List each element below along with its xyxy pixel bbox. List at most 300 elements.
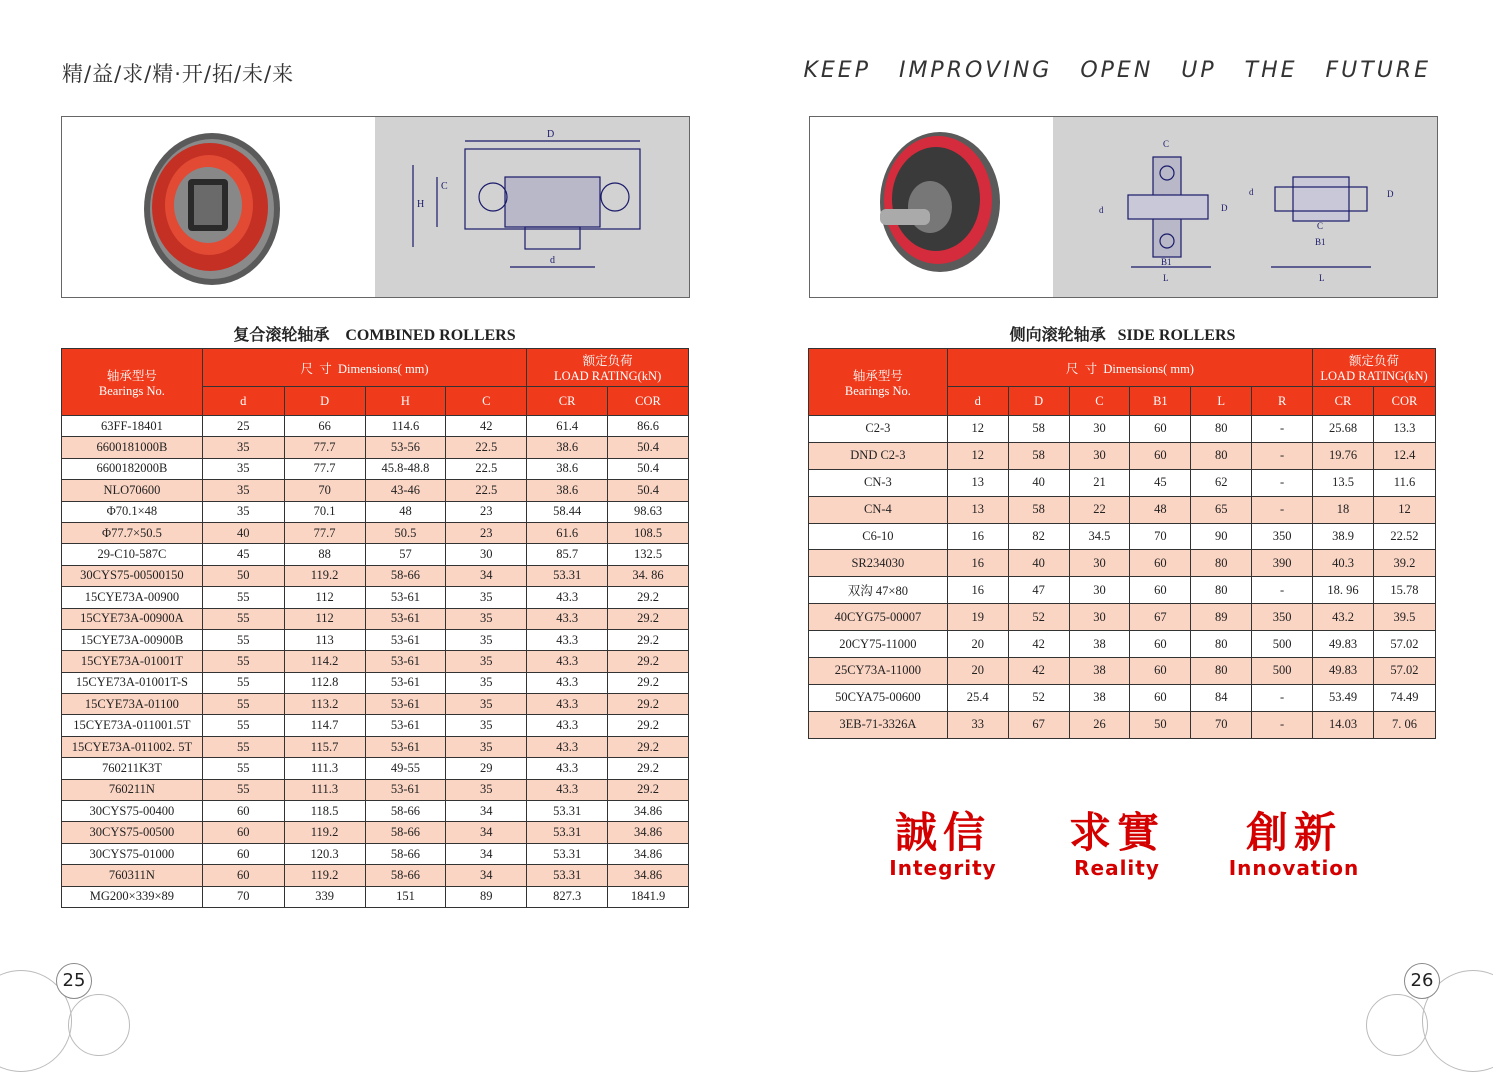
bearing-model-cell: 15CYE73A-00900A bbox=[62, 608, 203, 629]
value-cell: 118.5 bbox=[284, 801, 365, 822]
value-cell: 30 bbox=[1069, 442, 1130, 469]
value-cell: 55 bbox=[202, 672, 284, 693]
value-cell: 19.76 bbox=[1313, 442, 1374, 469]
side-model-header-en: Bearings No. bbox=[844, 383, 911, 398]
value-cell: 30 bbox=[1069, 604, 1130, 631]
value-cell: 350 bbox=[1252, 523, 1313, 550]
motto-innovation bbox=[1226, 800, 1362, 880]
table-row bbox=[809, 604, 1436, 631]
table-row bbox=[62, 416, 689, 437]
value-cell: 60 bbox=[202, 801, 284, 822]
dim-label-side2-B1: B1 bbox=[1315, 237, 1326, 247]
value-cell: 53.31 bbox=[527, 843, 608, 864]
value-cell: 34. 86 bbox=[608, 565, 689, 586]
value-cell: 67 bbox=[1130, 604, 1191, 631]
value-cell: 55 bbox=[202, 779, 284, 800]
bearing-model-cell: 40CYG75-00007 bbox=[809, 604, 948, 631]
value-cell: 80 bbox=[1191, 577, 1252, 604]
bearing-model-cell: Φ77.7×50.5 bbox=[62, 522, 203, 543]
value-cell: - bbox=[1252, 496, 1313, 523]
value-cell: 70 bbox=[1130, 523, 1191, 550]
value-cell: 34 bbox=[446, 565, 527, 586]
value-cell: 80 bbox=[1191, 550, 1252, 577]
value-cell: 29.2 bbox=[608, 608, 689, 629]
combined-roller-figure bbox=[61, 116, 690, 298]
side-roller-figure bbox=[809, 116, 1438, 298]
value-cell: 14.03 bbox=[1313, 711, 1374, 738]
left-col-header-4: CR bbox=[527, 387, 608, 416]
value-cell: 53-61 bbox=[365, 779, 446, 800]
bearing-model-cell: NLO70600 bbox=[62, 480, 203, 501]
model-header bbox=[62, 349, 203, 416]
table-row bbox=[809, 550, 1436, 577]
table-row bbox=[809, 658, 1436, 685]
table-row bbox=[62, 865, 689, 886]
value-cell: 119.2 bbox=[284, 565, 365, 586]
value-cell: 40.3 bbox=[1313, 550, 1374, 577]
value-cell: 62 bbox=[1191, 469, 1252, 496]
value-cell: 112.8 bbox=[284, 672, 365, 693]
value-cell: 114.2 bbox=[284, 651, 365, 672]
value-cell: 13.3 bbox=[1373, 416, 1435, 443]
value-cell: 38.6 bbox=[527, 437, 608, 458]
motto-innovation-en: Innovation bbox=[1228, 856, 1360, 880]
bearing-model-cell: C6-10 bbox=[809, 523, 948, 550]
value-cell: 57.02 bbox=[1373, 631, 1435, 658]
value-cell: 53-61 bbox=[365, 651, 446, 672]
table-row bbox=[809, 416, 1436, 443]
value-cell: 108.5 bbox=[608, 522, 689, 543]
right-col-header-4: L bbox=[1191, 387, 1252, 416]
table-row bbox=[809, 711, 1436, 738]
right-col-header-5: R bbox=[1252, 387, 1313, 416]
value-cell: 88 bbox=[284, 544, 365, 565]
value-cell: 16 bbox=[947, 523, 1008, 550]
value-cell: 1841.9 bbox=[608, 886, 689, 907]
value-cell: 53-61 bbox=[365, 715, 446, 736]
value-cell: 35 bbox=[202, 480, 284, 501]
load-header-en: LOAD RATING(kN) bbox=[553, 369, 662, 383]
bearing-model-cell: MG200×339×89 bbox=[62, 886, 203, 907]
dim-label-side-C: C bbox=[1163, 139, 1170, 149]
value-cell: 12 bbox=[947, 416, 1008, 443]
value-cell: 23 bbox=[446, 522, 527, 543]
value-cell: 80 bbox=[1191, 631, 1252, 658]
value-cell: 827.3 bbox=[527, 886, 608, 907]
value-cell: 58-66 bbox=[365, 565, 446, 586]
value-cell: 70 bbox=[1191, 711, 1252, 738]
bearing-model-cell: 3EB-71-3326A bbox=[809, 711, 948, 738]
value-cell: 339 bbox=[284, 886, 365, 907]
table-row bbox=[62, 779, 689, 800]
value-cell: 61.4 bbox=[527, 416, 608, 437]
value-cell: 60 bbox=[1130, 416, 1191, 443]
value-cell: 89 bbox=[1191, 604, 1252, 631]
side-model-header bbox=[809, 349, 948, 416]
value-cell: 60 bbox=[202, 822, 284, 843]
value-cell: 22.5 bbox=[446, 480, 527, 501]
value-cell: 43.2 bbox=[1313, 604, 1374, 631]
side-dimensions-header: 尺 寸 Dimensions( mm) bbox=[947, 349, 1312, 387]
value-cell: 89 bbox=[446, 886, 527, 907]
value-cell: 30 bbox=[1069, 577, 1130, 604]
value-cell: 111.3 bbox=[284, 758, 365, 779]
value-cell: 111.3 bbox=[284, 779, 365, 800]
motto-integrity-en: Integrity bbox=[889, 856, 997, 880]
value-cell: 53-56 bbox=[365, 437, 446, 458]
value-cell: 500 bbox=[1252, 658, 1313, 685]
value-cell: 55 bbox=[202, 608, 284, 629]
value-cell: 38.9 bbox=[1313, 523, 1374, 550]
dim-label-side2-L: L bbox=[1319, 273, 1325, 283]
bearing-model-cell: 15CYE73A-01001T bbox=[62, 651, 203, 672]
value-cell: 49.83 bbox=[1313, 658, 1374, 685]
value-cell: 34 bbox=[446, 843, 527, 864]
value-cell: 80 bbox=[1191, 416, 1252, 443]
value-cell: 60 bbox=[1130, 550, 1191, 577]
bearing-model-cell: 20CY75-11000 bbox=[809, 631, 948, 658]
bearing-model-cell: SR234030 bbox=[809, 550, 948, 577]
value-cell: 53.31 bbox=[527, 865, 608, 886]
value-cell: 30 bbox=[446, 544, 527, 565]
value-cell: 58-66 bbox=[365, 843, 446, 864]
value-cell: 58.44 bbox=[527, 501, 608, 522]
dim-label-side2-D: D bbox=[1387, 189, 1394, 199]
left-col-header-0: d bbox=[202, 387, 284, 416]
decorative-circle bbox=[68, 994, 130, 1056]
dim-label-side-L: L bbox=[1163, 273, 1169, 283]
value-cell: 60 bbox=[1130, 577, 1191, 604]
value-cell: 34.86 bbox=[608, 865, 689, 886]
value-cell: 35 bbox=[446, 779, 527, 800]
value-cell: 49-55 bbox=[365, 758, 446, 779]
value-cell: 34.86 bbox=[608, 801, 689, 822]
value-cell: 53-61 bbox=[365, 694, 446, 715]
load-header-cn: 额定负荷 bbox=[582, 354, 633, 368]
combined-roller-drawing bbox=[375, 117, 689, 297]
value-cell: 390 bbox=[1252, 550, 1313, 577]
value-cell: 38 bbox=[1069, 631, 1130, 658]
value-cell: 35 bbox=[446, 608, 527, 629]
value-cell: 58-66 bbox=[365, 822, 446, 843]
value-cell: 25.68 bbox=[1313, 416, 1374, 443]
model-header-en: Bearings No. bbox=[98, 383, 165, 398]
value-cell: 50 bbox=[202, 565, 284, 586]
value-cell: 52 bbox=[1008, 604, 1069, 631]
value-cell: 34 bbox=[446, 865, 527, 886]
value-cell: 42 bbox=[1008, 631, 1069, 658]
table-row bbox=[62, 458, 689, 479]
value-cell: 58 bbox=[1008, 496, 1069, 523]
value-cell: 42 bbox=[446, 416, 527, 437]
right-col-header-1: D bbox=[1008, 387, 1069, 416]
value-cell: 350 bbox=[1252, 604, 1313, 631]
slogan-en: KEEP IMPROVING OPEN UP THE FUTURE bbox=[803, 58, 1431, 83]
value-cell: 45 bbox=[202, 544, 284, 565]
value-cell: 42 bbox=[1008, 658, 1069, 685]
left-col-header-1: D bbox=[284, 387, 365, 416]
bearing-model-cell: 63FF-18401 bbox=[62, 416, 203, 437]
value-cell: 53-61 bbox=[365, 629, 446, 650]
bearing-model-cell: C2-3 bbox=[809, 416, 948, 443]
bearing-model-cell: CN-3 bbox=[809, 469, 948, 496]
bearing-model-cell: 760211N bbox=[62, 779, 203, 800]
value-cell: - bbox=[1252, 577, 1313, 604]
value-cell: 16 bbox=[947, 577, 1008, 604]
value-cell: 58 bbox=[1008, 416, 1069, 443]
right-col-header-2: C bbox=[1069, 387, 1130, 416]
side-model-header-cn: 轴承型号 bbox=[852, 368, 903, 383]
bearing-model-cell: 30CYS75-00400 bbox=[62, 801, 203, 822]
value-cell: 67 bbox=[1008, 711, 1069, 738]
right-col-header-3: B1 bbox=[1130, 387, 1191, 416]
value-cell: 16 bbox=[947, 550, 1008, 577]
value-cell: 74.49 bbox=[1373, 684, 1435, 711]
table-row bbox=[62, 629, 689, 650]
value-cell: 45.8-48.8 bbox=[365, 458, 446, 479]
bearing-model-cell: 29-C10-587C bbox=[62, 544, 203, 565]
bearing-model-cell: 25CY73A-11000 bbox=[809, 658, 948, 685]
value-cell: 13.5 bbox=[1313, 469, 1374, 496]
bearing-model-cell: 30CYS75-00500 bbox=[62, 822, 203, 843]
table-row bbox=[62, 758, 689, 779]
value-cell: 40 bbox=[1008, 550, 1069, 577]
side-rollers-title: 侧向滚轮轴承 SIDE ROLLERS bbox=[1009, 327, 1236, 344]
value-cell: 29.2 bbox=[608, 694, 689, 715]
value-cell: 12 bbox=[1373, 496, 1435, 523]
bearing-model-cell: 15CYE73A-00900 bbox=[62, 587, 203, 608]
value-cell: 29.2 bbox=[608, 715, 689, 736]
value-cell: 25.4 bbox=[947, 684, 1008, 711]
value-cell: 55 bbox=[202, 629, 284, 650]
combined-roller-photo bbox=[62, 117, 375, 297]
value-cell: 43.3 bbox=[527, 779, 608, 800]
table-row bbox=[62, 801, 689, 822]
value-cell: 34.5 bbox=[1069, 523, 1130, 550]
dim-label-side-D: D bbox=[1221, 203, 1228, 213]
value-cell: 50 bbox=[1130, 711, 1191, 738]
left-col-header-5: COR bbox=[608, 387, 689, 416]
table-row bbox=[62, 587, 689, 608]
bearing-model-cell: 6600182000B bbox=[62, 458, 203, 479]
table-row bbox=[809, 523, 1436, 550]
table-row bbox=[62, 651, 689, 672]
value-cell: 29.2 bbox=[608, 672, 689, 693]
value-cell: 55 bbox=[202, 758, 284, 779]
right-col-header-6: CR bbox=[1313, 387, 1374, 416]
table-row bbox=[809, 577, 1436, 604]
table-row bbox=[62, 544, 689, 565]
value-cell: 25 bbox=[202, 416, 284, 437]
value-cell: 40 bbox=[202, 522, 284, 543]
value-cell: 38 bbox=[1069, 684, 1130, 711]
model-header-cn: 轴承型号 bbox=[106, 368, 157, 383]
value-cell: 12.4 bbox=[1373, 442, 1435, 469]
bearing-model-cell: 30CYS75-00500150 bbox=[62, 565, 203, 586]
value-cell: 90 bbox=[1191, 523, 1252, 550]
combined-rollers-table bbox=[61, 348, 689, 908]
table-row bbox=[62, 736, 689, 757]
value-cell: 12 bbox=[947, 442, 1008, 469]
value-cell: - bbox=[1252, 442, 1313, 469]
side-rollers-table bbox=[808, 348, 1436, 739]
value-cell: 57 bbox=[365, 544, 446, 565]
dim-label-D: D bbox=[547, 129, 555, 140]
value-cell: 53.31 bbox=[527, 801, 608, 822]
bearing-model-cell: 30CYS75-01000 bbox=[62, 843, 203, 864]
value-cell: 60 bbox=[1130, 442, 1191, 469]
value-cell: 55 bbox=[202, 651, 284, 672]
table-row bbox=[62, 886, 689, 907]
value-cell: 22 bbox=[1069, 496, 1130, 523]
value-cell: 500 bbox=[1252, 631, 1313, 658]
value-cell: 11.6 bbox=[1373, 469, 1435, 496]
load-rating-header bbox=[527, 349, 689, 387]
value-cell: 77.7 bbox=[284, 458, 365, 479]
value-cell: 43.3 bbox=[527, 736, 608, 757]
value-cell: 48 bbox=[365, 501, 446, 522]
value-cell: 55 bbox=[202, 736, 284, 757]
value-cell: 39.2 bbox=[1373, 550, 1435, 577]
value-cell: 29 bbox=[446, 758, 527, 779]
value-cell: 15.78 bbox=[1373, 577, 1435, 604]
side-roller-drawing bbox=[1053, 117, 1437, 297]
table-row bbox=[809, 684, 1436, 711]
bearing-model-cell: 15CYE73A-00900B bbox=[62, 629, 203, 650]
value-cell: 58-66 bbox=[365, 801, 446, 822]
value-cell: 53-61 bbox=[365, 736, 446, 757]
side-roller-photo bbox=[810, 117, 1053, 297]
value-cell: 22.5 bbox=[446, 437, 527, 458]
combined-rollers-title: 复合滚轮轴承 COMBINED ROLLERS bbox=[233, 327, 516, 344]
dim-label-H: H bbox=[417, 199, 425, 210]
left-col-header-2: H bbox=[365, 387, 446, 416]
value-cell: 43.3 bbox=[527, 629, 608, 650]
motto-reality-cn: 求實 bbox=[1068, 808, 1165, 857]
value-cell: 38.6 bbox=[527, 458, 608, 479]
value-cell: 29.2 bbox=[608, 651, 689, 672]
value-cell: 132.5 bbox=[608, 544, 689, 565]
value-cell: 29.2 bbox=[608, 736, 689, 757]
bearing-model-cell: 50CYA75-00600 bbox=[809, 684, 948, 711]
value-cell: 60 bbox=[1130, 631, 1191, 658]
value-cell: 22.5 bbox=[446, 458, 527, 479]
value-cell: 19 bbox=[947, 604, 1008, 631]
table-row bbox=[809, 442, 1436, 469]
value-cell: 35 bbox=[446, 736, 527, 757]
value-cell: 115.7 bbox=[284, 736, 365, 757]
table-row bbox=[62, 565, 689, 586]
value-cell: 43.3 bbox=[527, 715, 608, 736]
value-cell: 70.1 bbox=[284, 501, 365, 522]
dimensions-header: 尺 寸 Dimensions( mm) bbox=[202, 349, 526, 387]
table-row bbox=[62, 822, 689, 843]
value-cell: 39.5 bbox=[1373, 604, 1435, 631]
value-cell: 33 bbox=[947, 711, 1008, 738]
value-cell: 20 bbox=[947, 631, 1008, 658]
value-cell: 151 bbox=[365, 886, 446, 907]
motto-integrity-cn: 誠信 bbox=[894, 808, 991, 857]
value-cell: 77.7 bbox=[284, 437, 365, 458]
table-row bbox=[62, 437, 689, 458]
table-row bbox=[62, 672, 689, 693]
dim-label-side2-C: C bbox=[1317, 221, 1324, 231]
table-row bbox=[62, 608, 689, 629]
right-col-header-0: d bbox=[947, 387, 1008, 416]
bearing-model-cell: 15CYE73A-01001T-S bbox=[62, 672, 203, 693]
value-cell: - bbox=[1252, 711, 1313, 738]
value-cell: 53-61 bbox=[365, 672, 446, 693]
value-cell: 43.3 bbox=[527, 587, 608, 608]
value-cell: 65 bbox=[1191, 496, 1252, 523]
value-cell: 113 bbox=[284, 629, 365, 650]
dim-label-side-B1: B1 bbox=[1161, 257, 1172, 267]
value-cell: 70 bbox=[284, 480, 365, 501]
value-cell: 114.6 bbox=[365, 416, 446, 437]
table-row bbox=[809, 496, 1436, 523]
value-cell: - bbox=[1252, 469, 1313, 496]
table-row bbox=[62, 522, 689, 543]
dim-label-d: d bbox=[550, 255, 555, 266]
value-cell: 50.5 bbox=[365, 522, 446, 543]
table-row bbox=[62, 843, 689, 864]
decorative-circle bbox=[1366, 994, 1428, 1056]
value-cell: 60 bbox=[202, 843, 284, 864]
value-cell: 77.7 bbox=[284, 522, 365, 543]
value-cell: 34 bbox=[446, 822, 527, 843]
dim-label-side2-d: d bbox=[1249, 187, 1254, 197]
value-cell: 23 bbox=[446, 501, 527, 522]
value-cell: 34.86 bbox=[608, 822, 689, 843]
bearing-model-cell: 760311N bbox=[62, 865, 203, 886]
value-cell: 35 bbox=[446, 694, 527, 715]
value-cell: 119.2 bbox=[284, 865, 365, 886]
value-cell: 53.31 bbox=[527, 565, 608, 586]
value-cell: 34.86 bbox=[608, 843, 689, 864]
value-cell: 35 bbox=[446, 651, 527, 672]
table-row bbox=[809, 631, 1436, 658]
value-cell: 82 bbox=[1008, 523, 1069, 550]
bearing-model-cell: 760211K3T bbox=[62, 758, 203, 779]
value-cell: 80 bbox=[1191, 442, 1252, 469]
table-row bbox=[62, 480, 689, 501]
value-cell: 55 bbox=[202, 694, 284, 715]
left-col-header-3: C bbox=[446, 387, 527, 416]
value-cell: 13 bbox=[947, 469, 1008, 496]
value-cell: 38.6 bbox=[527, 480, 608, 501]
value-cell: 53.49 bbox=[1313, 684, 1374, 711]
value-cell: 112 bbox=[284, 608, 365, 629]
slogan-cn: 精/益/求/精·开/拓/未/来 bbox=[62, 62, 295, 86]
motto-innovation-cn: 創新 bbox=[1245, 808, 1342, 857]
dim-label-C: C bbox=[441, 181, 448, 192]
value-cell: 113.2 bbox=[284, 694, 365, 715]
value-cell: 86.6 bbox=[608, 416, 689, 437]
value-cell: 53-61 bbox=[365, 608, 446, 629]
value-cell: 50.4 bbox=[608, 458, 689, 479]
bearing-model-cell: 15CYE73A-011001.5T bbox=[62, 715, 203, 736]
value-cell: 29.2 bbox=[608, 587, 689, 608]
table-row bbox=[62, 694, 689, 715]
value-cell: 53-61 bbox=[365, 587, 446, 608]
value-cell: 52 bbox=[1008, 684, 1069, 711]
bearing-model-cell: 双沟 47×80 bbox=[809, 577, 948, 604]
side-load-rating-header bbox=[1313, 349, 1436, 387]
value-cell: 43.3 bbox=[527, 672, 608, 693]
value-cell: 29.2 bbox=[608, 758, 689, 779]
value-cell: 30 bbox=[1069, 550, 1130, 577]
value-cell: 26 bbox=[1069, 711, 1130, 738]
